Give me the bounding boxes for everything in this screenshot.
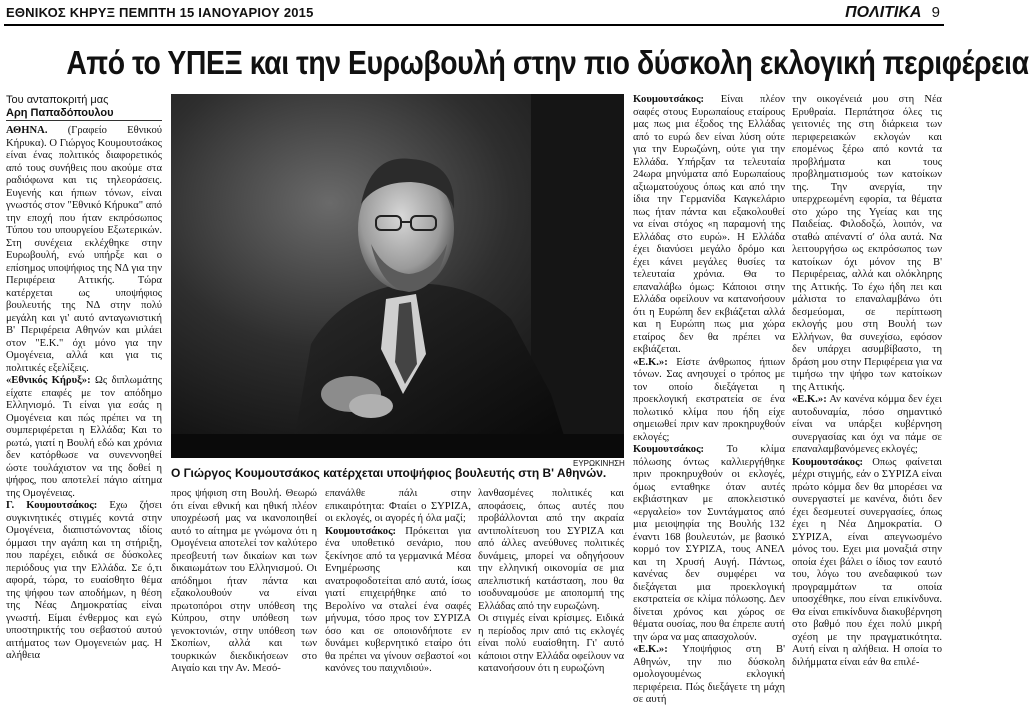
paragraph-lead: ΑΘΗΝΑ. <box>6 125 48 136</box>
paragraph <box>792 94 942 394</box>
byline-label: Του ανταποκριτή μας <box>6 94 109 106</box>
section-header <box>845 4 940 22</box>
paragraph-text: Εχω ζήσει συγκινητικές στιγμές κοντά στην Ομογένεια, διαπιστώνοντας ιδίοις όμμασι την αγάπη και τη στήριξη, που παρέχει, ειδικά σε δύσκολες περιόδους για την Ελλάδα. Σε ό,τι αφορά, τώρα, το ευαίσθητο θέμα της ψήφου των αποδήμων, η θέση της Νέας Δημοκρατίας είναι γνωστή. Είμαι ένθερμος και εγώ υποστηρικτής του σεβαστού αυτού αιτήματος των Ομογενειών μας. Η αλήθεια <box>6 500 162 661</box>
paragraph-text: Οπως φαίνεται μέχρι στιγμής, εάν ο ΣΥΡΙΖΑ είναι πρώτο κόμμα δεν θα μπορέσει να συνεργαστεί με κανένα, διότι δεν έχει δεσμευτεί συνεργασίες, όπως έχει η Νέα Δημοκρατία. Ο ΣΥΡΙΖΑ, είναι απεγνωσμένο μόνος του. Εχει μια μοναξιά στην οποία έχει βάλει ο ίδιος τον εαυτό του, λόγω του ανεδαφικού των προγραμμάτων τα οποία υποσχέθηκε, που είναι επικίνδυνα. Θα είναι επικίνδυνα διακυβέρνηση στο βαθμό που έχει πολύ μικρή σχέση με την πραγματικότητα. Αυτή είναι η αλήθεια. Η οποία το διλήμματα είναι εάν θα επιλέ- <box>792 456 942 668</box>
paragraph-text: επανάλθε πάλι στην επικαιρότητα: Φταίει ο ΣΥΡΙΖΑ, οι εκλογές, οι αγορές ή όλα μαζί; <box>325 488 471 524</box>
byline-name: Αρη Παπαδόπουλου <box>6 107 162 122</box>
paragraph <box>792 457 942 670</box>
paragraph-lead: Κουμουτσάκος: <box>325 525 397 537</box>
paragraph-lead: Κουμουτσάκος: <box>633 444 705 455</box>
paragraph-text: Οι στιγμές είναι κρίσιμες. Ειδικά η περίοδος πριν από τις εκλογές είναι πολύ ευαίσθητη. Γι' αυτό κάποιοι στην Ελλάδα οφείλουν να κατανοήσουν ότι η ευρωζώνη <box>478 613 624 674</box>
paragraph <box>325 488 471 526</box>
paragraph-text: Αν κανένα κόμμα δεν έχει αυτοδυναμία, πόσο σημαντικό είναι να υπάρξει κυβέρνηση συνεργασίας και όχι να πάμε σε επαναλαμβανόμενες εκλογές; <box>792 394 942 455</box>
paragraph-text: Υποψήφιος στη Β' Αθηνών, την πιο δύσκολη ομολογουμένως εκλογική περιφέρεια. Πώς διεξάγετε τη μάχη σε αυτή <box>633 644 785 705</box>
issue-date: ΠΕΜΠΤΗ 15 ΙΑΝΟΥΑΡΙΟΥ 2015 <box>119 5 314 20</box>
paragraph-lead: Γ. Κουμουτσάκος: <box>6 500 98 511</box>
masthead: ΕΘΝΙΚΟΣ ΚΗΡΥΞ <box>6 5 116 20</box>
paragraph <box>633 94 785 357</box>
portrait-image <box>171 94 624 458</box>
column-3 <box>325 488 471 674</box>
column-6 <box>792 94 942 668</box>
masthead-line <box>6 5 314 20</box>
paragraph-text: την οικογένειά μου στη Νέα Ερυθραία. Περπάτησα όλες τις γειτονιές της στη διάρκεια των περιφερειακών εκλογών και επομένως ξέρω από κοντά τα προβλήματα και τους προβληματισμούς των κατοίκων της. Την ανεργία, την υπερχρεωμένη εφορία, τα θέματα στο χώρο της Υγείας και της Παιδείας. Φιλοδοξώ, λοιπόν, να σταθώ απέναντί σ' όλα αυτά. Να λειτουργήσω ως εκπρόσωπος των κατοίκων όχι μόνον της Β' Περιφέρειας, αλλά και ολόκληρης της Αττικής. Το έχω ήδη πει και μάλιστα το επαναλαμβάνω ότι δεσμεύομαι, σε περίπτωση εκλογής μου στη Βουλή των Ελλήνων, θα συνεχίσω, εφόσον δεν υπάρχει ασυμβίβαστο, τη δράση μου στην Περιφέρεια για να τιμήσω την ψήφο των κατοίκων της Αττικής. <box>792 94 942 393</box>
paragraph <box>633 357 785 445</box>
paragraph-text: Το κλίμα πόλωσης όντως καλλιεργήθηκε πριν προκηρυχθούν οι εκλογές, όμως ενταθηκε όταν αυτές εκβιάστηκαν με αποκλειστικό «εργαλείο» τον Συντάγματος από μια μειοψηφία της Βουλής 132 έναντι 168 βουλευτών, με βασικό κορμό τον ΣΥΡΙΖΑ, τους ΑΝΕΛ και τη Χρυσή Αυγή. Πάντως, κανένας δεν συμφέρει να διεξάγεται μια προεκλογική εκστρατεία σε κλίμα πόλωσης. Δεν δίνεται χρόνος και χώρος σε θέματα ουσίας, που θα έπρεπε αυτή την ώρα να μας απασχολούν. <box>633 444 785 643</box>
paragraph <box>633 444 785 644</box>
paragraph-lead: «Εθνικός Κήρυξ»: <box>6 375 91 386</box>
paragraph-text: Είναι πλέον σαφές στους Ευρωπαίους εταίρους μας πως μια έξοδος της Ελλάδας από το ευρώ δεν είναι λύση ούτε για την Ευρωζώνη, ούτε για την Ελλάδα. Υπήρξαν τα τελευταία 24ωρα μηνύματα από Ευρωπαίους αξιωματούχους όπως και από την ίδια την Γερμανίδα Καγκελάριο πως ήταν πάντα και εξακολουθεί να είναι στόχος «η παραμονή της Ελλάδας στο ευρώ». Η Ελλάδα έχει διανύσει μεγάλο δρόμο και έχει κάνει μεγάλες θυσίες τα τελευταία χρόνια. Θα το επαναλάβω όμως: Κάποιοι στην Ελλάδα οφείλουν να κατανοήσουν ότι η Ευρώπη δεν εκβιάζεται αλλά και η Ευρώπη πως μια χώρα εταίρος δεν θα πρέπει να εκβιάζεται. <box>633 94 785 355</box>
column-2 <box>171 488 317 674</box>
paragraph <box>478 613 624 676</box>
page-number: 9 <box>931 4 940 21</box>
paragraph <box>792 394 942 457</box>
paragraph <box>6 125 162 375</box>
column-1 <box>6 94 163 661</box>
paragraph-text: Πρόκειται για ένα υποθετικό σενάριο, που ξεκίνησε από τα γερμανικά Μέσα Ενημέρωσης και ανατροφοδοτείται από αυτά, ίσως γιατί επιχειρήθηκε από το Βερολίνο να σταλεί ένα σαφές μήνυμα, τόσο προς τον ΣΥΡΙΖΑ όσο και σε οποιονδήποτε εν δυνάμει κυβερνητικό εταίρο ότι θα πρέπει να γίνουν σεβαστοί «οι κανόνες του παιχνιδιού». <box>325 525 471 674</box>
paragraph-lead: «Ε.Κ.»: <box>633 356 668 368</box>
paragraph-text: προς ψήφιση στη Βουλή. Θεωρώ ότι είναι εθνική και ηθική πλέον υποχρέωσή μας να ικανοποιηθεί αυτό το αίτημα με γνώμονα ότι η Ομογένεια αποτελεί τον καλύτερο πρεσβευτή των δικαίων και των δικαιωμάτων του Ελληνισμού. Οι απόδημοι ήταν πάντα και εξακολουθούν να είναι πρωτοπόροι στην υπόθεση της Κύπρου, στην υπόθεση των γενοκτονιών, στην υπόθεση των Σκοπίων, αλλά και των τουρκικών διεκδικήσεων στο Αιγαίο και την Αν. Μεσό- <box>171 488 317 674</box>
paragraph-text: (Γραφείο Εθνικού Κήρυκα). Ο Γιώργος Κουμουτσάκος είναι ένας πολιτικός διαφορετικός από τους συνήθεις που ακούμε στα ραδιόφωνα και τις τηλεοράσεις. Ευγενής και ήπιων τόνων, είναι γνωστός στον "Εθνικό Κήρυκα" από την εποχή που ήταν εκπρόσωπος Τύπου του υπουργείου Εξωτερικών. Στη συνέχεια εκλέχθηκε στην Ευρωβουλή, ενώ υπήρξε και ο επίσημος υποψήφιος της ΝΔ για την Περιφέρεια Αττικής. Τώρα κατέρχεται ως υποψήφιος βουλευτής της ΝΔ στην πολύ μεγάλη και γι' αυτό ανταγωνιστική Β' Περιφέρεια Αθηνών και μιλάει στον "Ε.Κ." όχι μόνο για την Ομογένεια, αλλά και για τις πολιτικές εξελίξεις. <box>6 125 162 374</box>
column-4 <box>478 488 624 674</box>
paragraph-lead: Κουμουτσάκος: <box>792 456 864 468</box>
paragraph-lead: Κουμουτσάκος: <box>633 94 705 105</box>
paragraph <box>325 526 471 676</box>
column-5 <box>633 94 785 705</box>
paragraph <box>633 644 785 707</box>
paragraph <box>6 500 162 663</box>
headline: Από το ΥΠΕΞ και την Ευρωβουλή στην πιο δύσκολη εκλογική περιφέρεια <box>66 44 1029 81</box>
paragraph <box>6 375 162 500</box>
paragraph <box>478 488 624 613</box>
photo-caption: Ο Γιώργος Κουμουτσάκος κατέρχεται υποψήφιος βουλευτής στη Β' Αθηνών. <box>171 466 607 480</box>
paragraph-lead: «Ε.Κ.»: <box>633 644 668 655</box>
paragraph-text: Είστε άνθρωπος ήπιων τόνων. Σας ανησυχεί ο τρόπος με τον οποίο διεξάγεται η προεκλογική εκστρατεία σε ένα πολωτικό κλίμα που ήδη είχε σημειωθεί πριν καν προκηρυχθούν εκλογές; <box>633 356 785 443</box>
paragraph-text: λανθασμένες πολιτικές και αποφάσεις, όπως αυτές που προβάλλονται από την ακραία αντιπολίτευση του ΣΥΡΙΖΑ και από άλλες ανεύθυνες πολιτικές δυνάμεις, μπορεί να οδηγήσουν την ελληνική οικονομία σε μια απελπιστική κατάσταση, που θα ισοδυναμούσε με αποπομπή της Ελλάδας από την ευρωζώνη. <box>478 488 624 612</box>
paragraph-lead: «Ε.Κ.»: <box>792 394 827 405</box>
header-rule <box>4 24 944 26</box>
section-name: ΠΟΛΙΤΙΚΑ <box>845 4 922 21</box>
photo-credit: ΕΥΡΩΚΙΝΗΣΗ <box>573 459 625 468</box>
article-photo <box>171 94 624 458</box>
paragraph-text: Ως διπλωμάτης είχατε επαφές με τον απόδημο Ελληνισμό. Τι είναι για εσάς η Ομογένεια και πώς πρέπει να τη συμπεριφέρεται η Ελλάδα; Και το ρωτώ, γιατί η Βουλή εδώ και χρόνια δεν κατόρθωσε να συνεννοηθεί ώστε τουλάχιστον να της δοθεί η ψήφος, που αποτελεί πάγιο αίτημα της Ομογένειας. <box>6 375 163 499</box>
paragraph <box>171 488 317 676</box>
